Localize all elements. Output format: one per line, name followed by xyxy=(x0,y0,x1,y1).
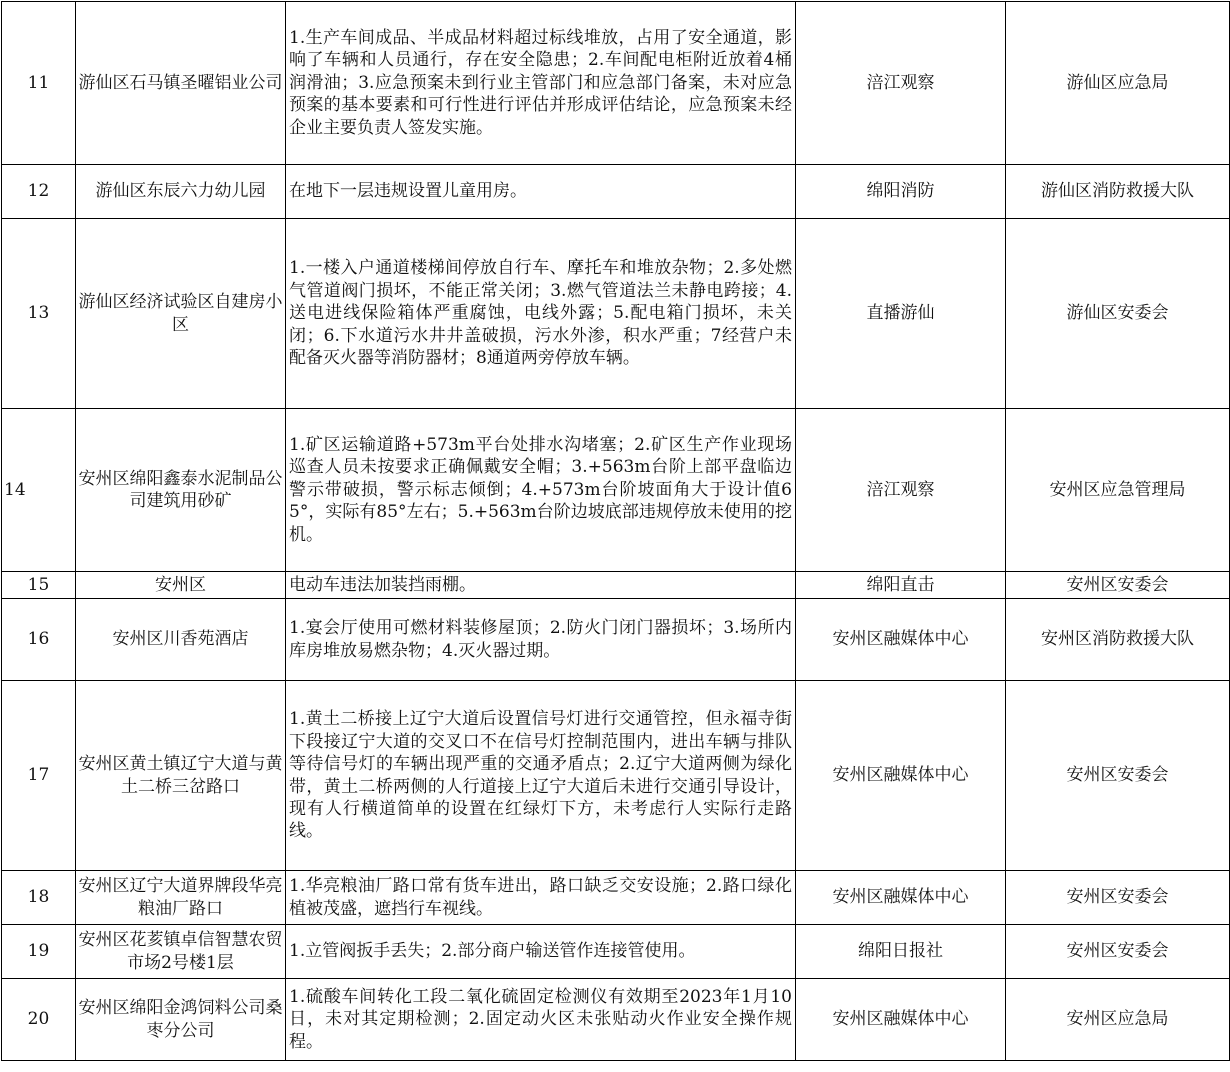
table-row xyxy=(2,572,1230,599)
table-row xyxy=(2,165,1230,219)
issue-description: 1.黄土二桥接上辽宁大道后设置信号灯进行交通管控，但永福寺街下段接辽宁大道的交叉口不在信号灯控制范围内，进出车辆与排队等待信号灯的车辆出现严重的交通矛盾点；2.辽宁大道两侧为绿化带，黄土二桥两侧的人行道接上辽宁大道后未进行交通引导设计，现有人行横道简单的设置在红绿灯下方，未考虑行人实际行走路线。 xyxy=(286,681,796,871)
location-name: 安州区黄土镇辽宁大道与黄土二桥三岔路口 xyxy=(76,681,286,871)
table-row xyxy=(2,219,1230,409)
location-name: 安州区绵阳金鸿饲料公司桑枣分公司 xyxy=(76,979,286,1061)
report-source: 绵阳直击 xyxy=(796,572,1006,599)
responsible-dept: 安州区应急局 xyxy=(1006,979,1230,1061)
row-number: 11 xyxy=(2,2,76,165)
table-row xyxy=(2,681,1230,871)
location-name: 安州区 xyxy=(76,572,286,599)
table-row xyxy=(2,2,1230,165)
row-number: 12 xyxy=(2,165,76,219)
issue-description: 1.立管阀扳手丢失；2.部分商户输送管作连接管使用。 xyxy=(286,925,796,979)
location-name: 安州区辽宁大道界牌段华亮粮油厂路口 xyxy=(76,871,286,925)
report-source: 安州区融媒体中心 xyxy=(796,681,1006,871)
table-row xyxy=(2,599,1230,681)
responsible-dept: 游仙区应急局 xyxy=(1006,2,1230,165)
row-number: 15 xyxy=(2,572,76,599)
table-row xyxy=(2,979,1230,1061)
report-source: 绵阳日报社 xyxy=(796,925,1006,979)
row-number: 17 xyxy=(2,681,76,871)
report-source: 安州区融媒体中心 xyxy=(796,599,1006,681)
responsible-dept: 安州区安委会 xyxy=(1006,572,1230,599)
row-number: 16 xyxy=(2,599,76,681)
row-number: 13 xyxy=(2,219,76,409)
location-name: 游仙区石马镇圣曜铝业公司 xyxy=(76,2,286,165)
issue-description: 1.矿区运输道路+573m平台处排水沟堵塞；2.矿区生产作业现场巡查人员未按要求正确佩戴安全帽；3.+563m台阶上部平盘临边警示带破损，警示标志倾倒；4.+573m台阶坡面角大于设计值65°，实际有85°左右；5.+563m台阶边坡底部违规停放未使用的挖机。 xyxy=(286,409,796,572)
report-source: 安州区融媒体中心 xyxy=(796,871,1006,925)
report-source: 涪江观察 xyxy=(796,2,1006,165)
row-number: 14 xyxy=(2,409,76,572)
row-number: 18 xyxy=(2,871,76,925)
report-source: 安州区融媒体中心 xyxy=(796,979,1006,1061)
issue-description: 1.一楼入户通道楼梯间停放自行车、摩托车和堆放杂物；2.多处燃气管道阀门损坏，不能正常关闭；3.燃气管道法兰未静电跨接；4.送电进线保险箱体严重腐蚀，电线外露；5.配电箱门损坏，未关闭；6.下水道污水井井盖破损，污水外渗，积水严重；7经营户未配备灭火器等消防器材；8通道两旁停放车辆。 xyxy=(286,219,796,409)
responsible-dept: 安州区消防救援大队 xyxy=(1006,599,1230,681)
location-name: 安州区川香苑酒店 xyxy=(76,599,286,681)
responsible-dept: 安州区应急管理局 xyxy=(1006,409,1230,572)
issue-description: 1.硫酸车间转化工段二氧化硫固定检测仪有效期至2023年1月10日，未对其定期检测；2.固定动火区未张贴动火作业安全操作规程。 xyxy=(286,979,796,1061)
report-source: 涪江观察 xyxy=(796,409,1006,572)
responsible-dept: 游仙区安委会 xyxy=(1006,219,1230,409)
issue-description: 1.生产车间成品、半成品材料超过标线堆放，占用了安全通道，影响了车辆和人员通行，存在安全隐患；2.车间配电柜附近放着4桶润滑油；3.应急预案未到行业主管部门和应急部门备案，未对应急预案的基本要素和可行性进行评估并形成评估结论，应急预案未经企业主要负责人签发实施。 xyxy=(286,2,796,165)
issue-description: 1.宴会厅使用可燃材料装修屋顶；2.防火门闭门器损坏；3.场所内库房堆放易燃杂物；4.灭火器过期。 xyxy=(286,599,796,681)
table-row xyxy=(2,925,1230,979)
location-name: 游仙区东辰六力幼儿园 xyxy=(76,165,286,219)
responsible-dept: 安州区安委会 xyxy=(1006,871,1230,925)
report-source: 直播游仙 xyxy=(796,219,1006,409)
issue-description: 电动车违法加装挡雨棚。 xyxy=(286,572,796,599)
responsible-dept: 安州区安委会 xyxy=(1006,925,1230,979)
issue-description: 1.华亮粮油厂路口常有货车进出，路口缺乏交安设施；2.路口绿化植被茂盛，遮挡行车视线。 xyxy=(286,871,796,925)
table-row xyxy=(2,409,1230,572)
location-name: 安州区花荄镇卓信智慧农贸市场2号楼1层 xyxy=(76,925,286,979)
report-source: 绵阳消防 xyxy=(796,165,1006,219)
table-row xyxy=(2,871,1230,925)
location-name: 安州区绵阳鑫泰水泥制品公司建筑用砂矿 xyxy=(76,409,286,572)
row-number: 20 xyxy=(2,979,76,1061)
hazard-report-table xyxy=(1,1,1230,1061)
location-name: 游仙区经济试验区自建房小区 xyxy=(76,219,286,409)
responsible-dept: 安州区安委会 xyxy=(1006,681,1230,871)
issue-description: 在地下一层违规设置儿童用房。 xyxy=(286,165,796,219)
row-number: 19 xyxy=(2,925,76,979)
responsible-dept: 游仙区消防救援大队 xyxy=(1006,165,1230,219)
